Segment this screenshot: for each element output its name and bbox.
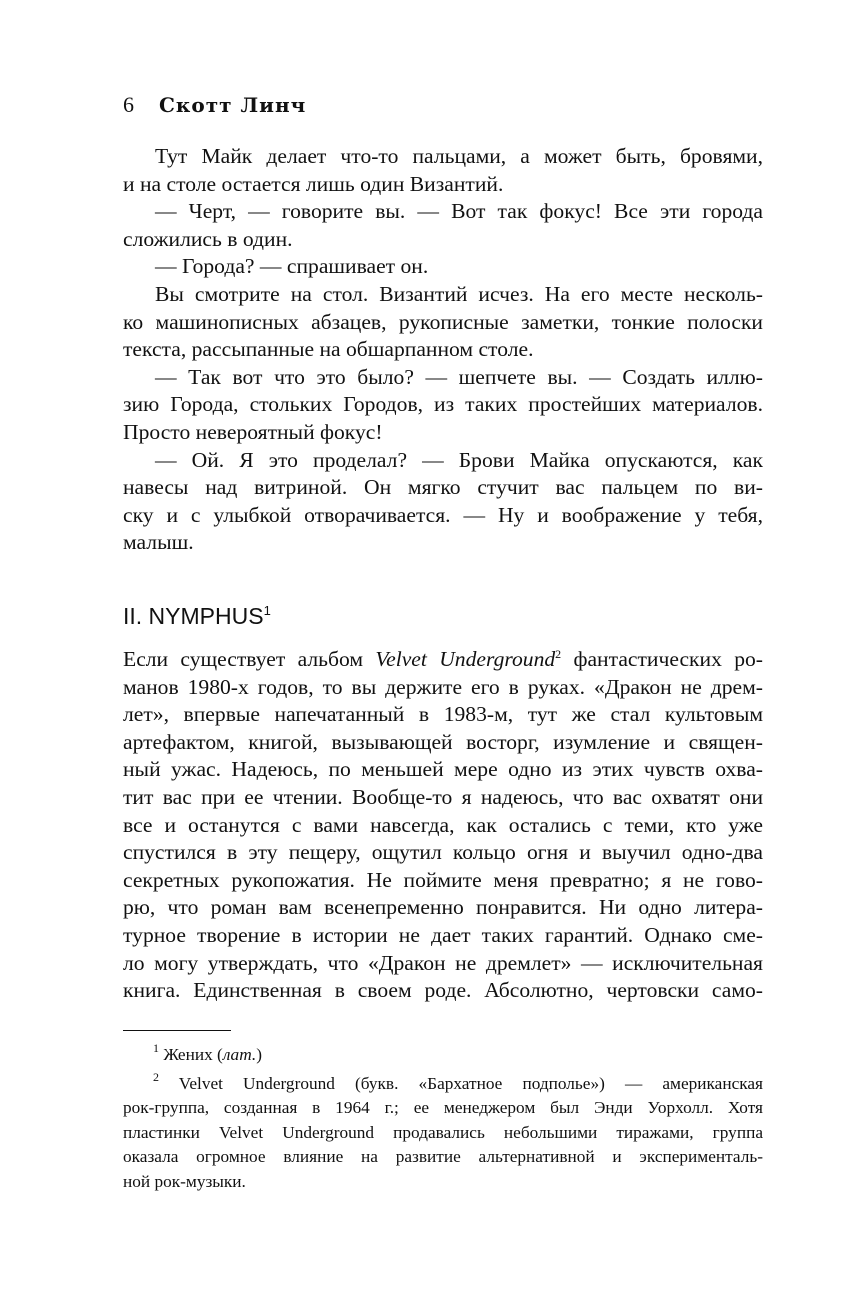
footnote-line: рок-группа, созданная в 1964 г.; ее менеджером был Энди Уорхолл. Хотя	[123, 1098, 763, 1118]
text-line: зию Города, стольких Городов, из таких простейших материалов.	[123, 392, 763, 417]
running-head	[123, 90, 763, 120]
band-name-italic: Velvet Underground	[375, 647, 556, 671]
footnote-1	[123, 1043, 763, 1068]
text-line	[123, 646, 763, 674]
footnote-ref: 1	[263, 603, 271, 618]
text-line: — Черт, — говорите вы. — Вот так фокус! Все эти города	[155, 199, 763, 224]
text-line: рю, что роман вам всенепременно понравится. Ни одно литера-	[123, 895, 763, 920]
section-heading-text: II. NYMPHUS	[123, 603, 264, 629]
text-line: все и останутся с вами навсегда, как остались с теми, кто уже	[123, 812, 763, 837]
text-line: секретных рукопожатия. Не поймите меня превратно; я не гово-	[123, 867, 763, 892]
text-line: Тут Майк делает что-то пальцами, а может быть, бровями,	[155, 144, 763, 168]
footnote-line: ной рок-музыки.	[123, 1171, 246, 1191]
text-line: ко машинописных абзацев, рукописные заметки, тонкие полоски	[123, 309, 763, 334]
paragraph	[123, 447, 763, 557]
footnote-text: Жених (	[159, 1045, 223, 1064]
text-line: ный ужас. Надеюсь, по меньшей мере одно из этих чувств охва-	[123, 757, 763, 782]
footnote-number: 1	[153, 1041, 159, 1055]
text-line: и на столе остается лишь один Византий.	[123, 171, 504, 196]
page-number: 6	[123, 92, 134, 117]
footnote-2	[123, 1069, 763, 1195]
text-line: сложились в один.	[123, 226, 293, 251]
footnote-line	[123, 1069, 763, 1097]
text-line: турное творение в истории не дает таких гарантий. Однако сме-	[123, 922, 763, 947]
text-line: артефактом, книгой, вызывающей восторг, изумление и священ-	[123, 729, 763, 754]
text-block-1	[123, 143, 763, 557]
paragraph	[123, 281, 763, 364]
text-line: малыш.	[123, 530, 194, 555]
text-line: — Города? — спрашивает он.	[155, 254, 429, 279]
text-span: Если существует альбом	[123, 647, 376, 671]
text-line: манов 1980-х годов, то вы держите его в руках. «Дракон не дрем-	[123, 674, 763, 699]
text-line: тит вас при ее чтении. Вообще-то я надеюсь, что вас охватят они	[123, 784, 763, 809]
text-line: навесы над витриной. Он мягко стучит вас пальцем по ви-	[123, 475, 763, 500]
text-block-2	[123, 646, 763, 1005]
text-line: ску и с улыбкой отворачивается. — Ну и воображение у тебя,	[123, 502, 763, 527]
text-line: лет», впервые напечатанный в 1983-м, тут же стал культовым	[123, 702, 763, 727]
footnote-line: пластинки Velvet Underground продавались небольшими тиражами, группа	[123, 1122, 763, 1142]
footnote-rule	[123, 1030, 231, 1031]
footnote-number: 2	[153, 1069, 159, 1084]
footnote-italic: лат.	[222, 1045, 257, 1064]
text-line: ло могу утверждать, что «Дракон не дремлет» — исключительная	[123, 950, 763, 975]
text-line: спустился в эту пещеру, ощутил кольцо огня и выучил одно-два	[123, 840, 763, 865]
text-line: — Так вот что это было? — шепчете вы. — Создать иллю-	[155, 364, 763, 389]
footnote-line: оказала огромное влияние на развитие альтернативной и эксперименталь-	[123, 1147, 763, 1167]
paragraph	[123, 253, 763, 281]
footnotes	[123, 1043, 763, 1199]
running-title: Скотт Линч	[159, 93, 307, 117]
text-line: Просто невероятный фокус!	[123, 419, 383, 444]
text-line: Вы смотрите на стол. Византий исчез. На его месте несколь-	[155, 281, 763, 306]
text-line: — Ой. Я это проделал? — Брови Майка опускаются, как	[155, 447, 763, 472]
footnote-text: Velvet Underground (букв. «Бархатное подполье») — американская	[159, 1073, 763, 1093]
text-span: фантастических ро-	[561, 647, 763, 671]
text-line: книга. Единственная в своем роде. Абсолютно, чертовски само-	[123, 978, 763, 1003]
paragraph	[123, 364, 763, 447]
footnote-text: )	[256, 1045, 262, 1064]
text-line: текста, рассыпанные на обшарпанном столе.	[123, 337, 534, 362]
paragraph	[123, 198, 763, 253]
paragraph	[123, 646, 763, 1005]
paragraph	[123, 143, 763, 198]
footnote-ref: 2	[555, 647, 562, 661]
section-heading	[123, 596, 271, 631]
